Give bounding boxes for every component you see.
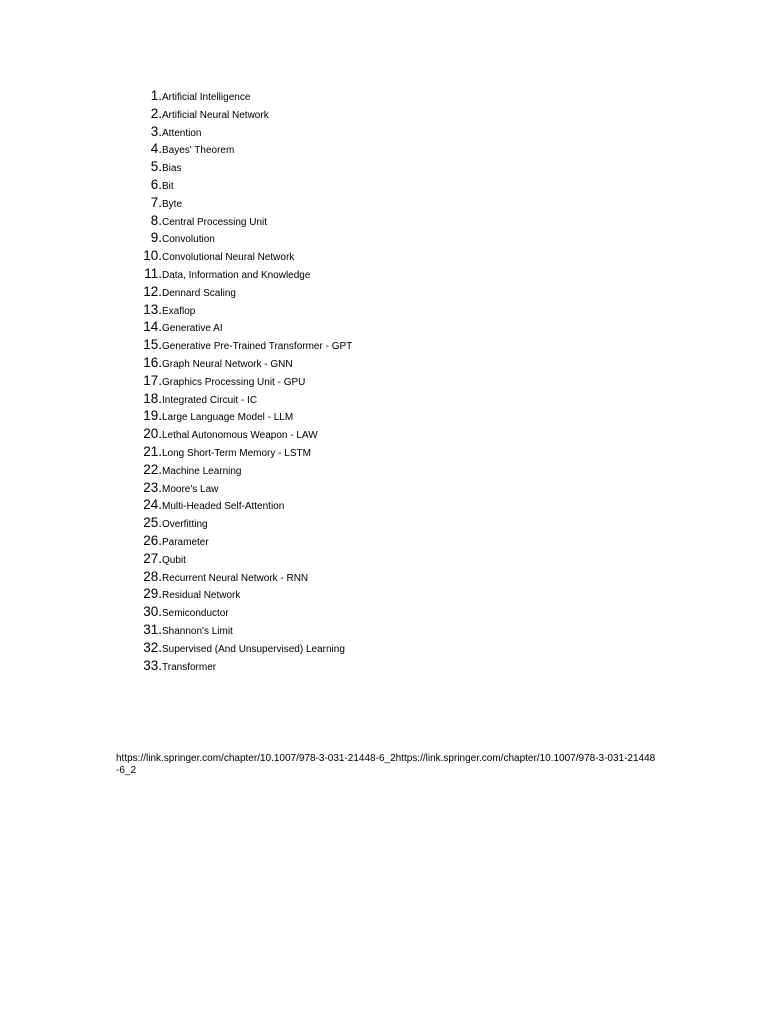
list-item-number: 9. [150, 230, 162, 246]
list-item [130, 247, 352, 265]
list-item-number: 20. [143, 426, 162, 442]
list-item-label: Shannon's Limit [162, 625, 233, 637]
list-item-number: 16. [143, 354, 162, 370]
list-item [130, 194, 352, 212]
list-item-label: Bayes' Theorem [162, 145, 235, 157]
list-item [130, 514, 352, 532]
list-item-label: Byte [162, 198, 183, 210]
list-item [130, 585, 352, 603]
list-item [130, 496, 352, 514]
list-item-number: 33. [143, 657, 162, 673]
list-item [130, 140, 352, 158]
list-item-number: 26. [143, 532, 162, 548]
list-item-label: Transformer [162, 661, 217, 673]
list-item [130, 87, 352, 105]
list-item-number: 19. [143, 408, 162, 424]
list-item-number: 27. [143, 550, 162, 566]
list-item [130, 550, 352, 568]
list-item-label: Artificial Intelligence [162, 92, 251, 103]
list-item-number: 2. [150, 105, 162, 121]
list-item [130, 283, 352, 301]
list-item [130, 390, 352, 408]
list-item-label: Qubit [162, 554, 186, 566]
list-item-label: Multi-Headed Self-Attention [162, 501, 285, 513]
list-item-label: Recurrent Neural Network - RNN [162, 572, 309, 584]
list-item-number: 13. [143, 301, 162, 317]
list-item [130, 568, 352, 586]
list-item [130, 105, 352, 123]
list-item-label: Lethal Autonomous Weapon - LAW [162, 430, 318, 442]
list-item [130, 336, 352, 354]
list-item-number: 7. [150, 194, 162, 210]
list-item [130, 603, 352, 621]
list-item-number: 31. [143, 621, 162, 637]
list-item-number: 29. [143, 586, 162, 602]
list-item [130, 407, 352, 425]
list-item [130, 621, 352, 639]
list-item-label: Bias [162, 163, 182, 175]
list-item-label: Central Processing Unit [162, 216, 268, 228]
list-item-number: 23. [143, 479, 162, 495]
list-item-label: Artificial Neural Network [162, 109, 269, 121]
list-item [130, 372, 352, 390]
list-item [130, 123, 352, 141]
list-item-number: 32. [143, 639, 162, 655]
list-item-label: Generative Pre-Trained Transformer - GPT [162, 341, 353, 353]
list-item-label: Supervised (And Unsupervised) Learning [162, 643, 345, 655]
list-item-label: Graphics Processing Unit - GPU [162, 376, 306, 388]
list-item-label: Machine Learning [162, 465, 242, 477]
list-item-label: Convolution [162, 234, 215, 246]
list-item [130, 461, 352, 479]
list-item [130, 532, 352, 550]
list-item [130, 425, 352, 443]
list-item-label: Residual Network [162, 590, 241, 602]
list-item [130, 479, 352, 497]
list-item-label: Overfitting [162, 519, 208, 531]
list-item-label: Moore's Law [162, 483, 219, 495]
list-item-label: Generative AI [162, 323, 223, 335]
list-item-label: Semiconductor [162, 608, 229, 620]
list-item [130, 176, 352, 194]
list-item-number: 14. [143, 319, 162, 335]
list-item [130, 229, 352, 247]
list-item-number: 30. [143, 604, 162, 620]
list-item-number: 8. [150, 212, 162, 228]
list-item-label: Bit [162, 180, 174, 192]
source-url-text: https://link.springer.com/chapter/10.1007/978-3-031-21448-6_2https://link.springer.com/chapter/10.1007/978-3-031-21448-6_2 [116, 753, 656, 776]
list-item-number: 21. [143, 443, 162, 459]
list-item-label: Dennard Scaling [162, 287, 236, 299]
list-item-number: 28. [143, 568, 162, 584]
list-item-label: Integrated Circuit - IC [162, 394, 258, 406]
list-item [130, 158, 352, 176]
list-item-label: Exaflop [162, 305, 196, 317]
list-item-number: 15. [143, 337, 162, 353]
list-item [130, 443, 352, 461]
list-item-number: 1. [150, 88, 162, 103]
list-item-number: 24. [143, 497, 162, 513]
list-item-number: 10. [143, 248, 162, 264]
list-item-number: 17. [143, 372, 162, 388]
list-item-number: 3. [150, 123, 162, 139]
list-item-label: Attention [162, 127, 202, 139]
list-item-label: Data, Information and Knowledge [162, 269, 311, 281]
list-item-number: 4. [150, 141, 162, 157]
list-item-number: 22. [143, 461, 162, 477]
list-item [130, 318, 352, 336]
list-item-label: Large Language Model - LLM [162, 412, 294, 424]
list-item-number: 11. [144, 265, 162, 281]
list-item [130, 301, 352, 319]
list-item-label: Parameter [162, 536, 209, 548]
list-item-label: Convolutional Neural Network [162, 252, 295, 264]
list-item [130, 657, 352, 675]
list-item [130, 212, 352, 230]
list-item-number: 12. [143, 283, 162, 299]
list-item-label: Graph Neural Network - GNN [162, 358, 293, 370]
list-item-number: 6. [150, 176, 162, 192]
glossary-term-list [130, 87, 352, 674]
list-item-number: 25. [143, 515, 162, 531]
list-item [130, 354, 352, 372]
list-item [130, 265, 352, 283]
list-item-label: Long Short-Term Memory - LSTM [162, 447, 311, 459]
list-item-number: 18. [143, 390, 162, 406]
list-item [130, 639, 352, 657]
list-item-number: 5. [150, 159, 162, 175]
